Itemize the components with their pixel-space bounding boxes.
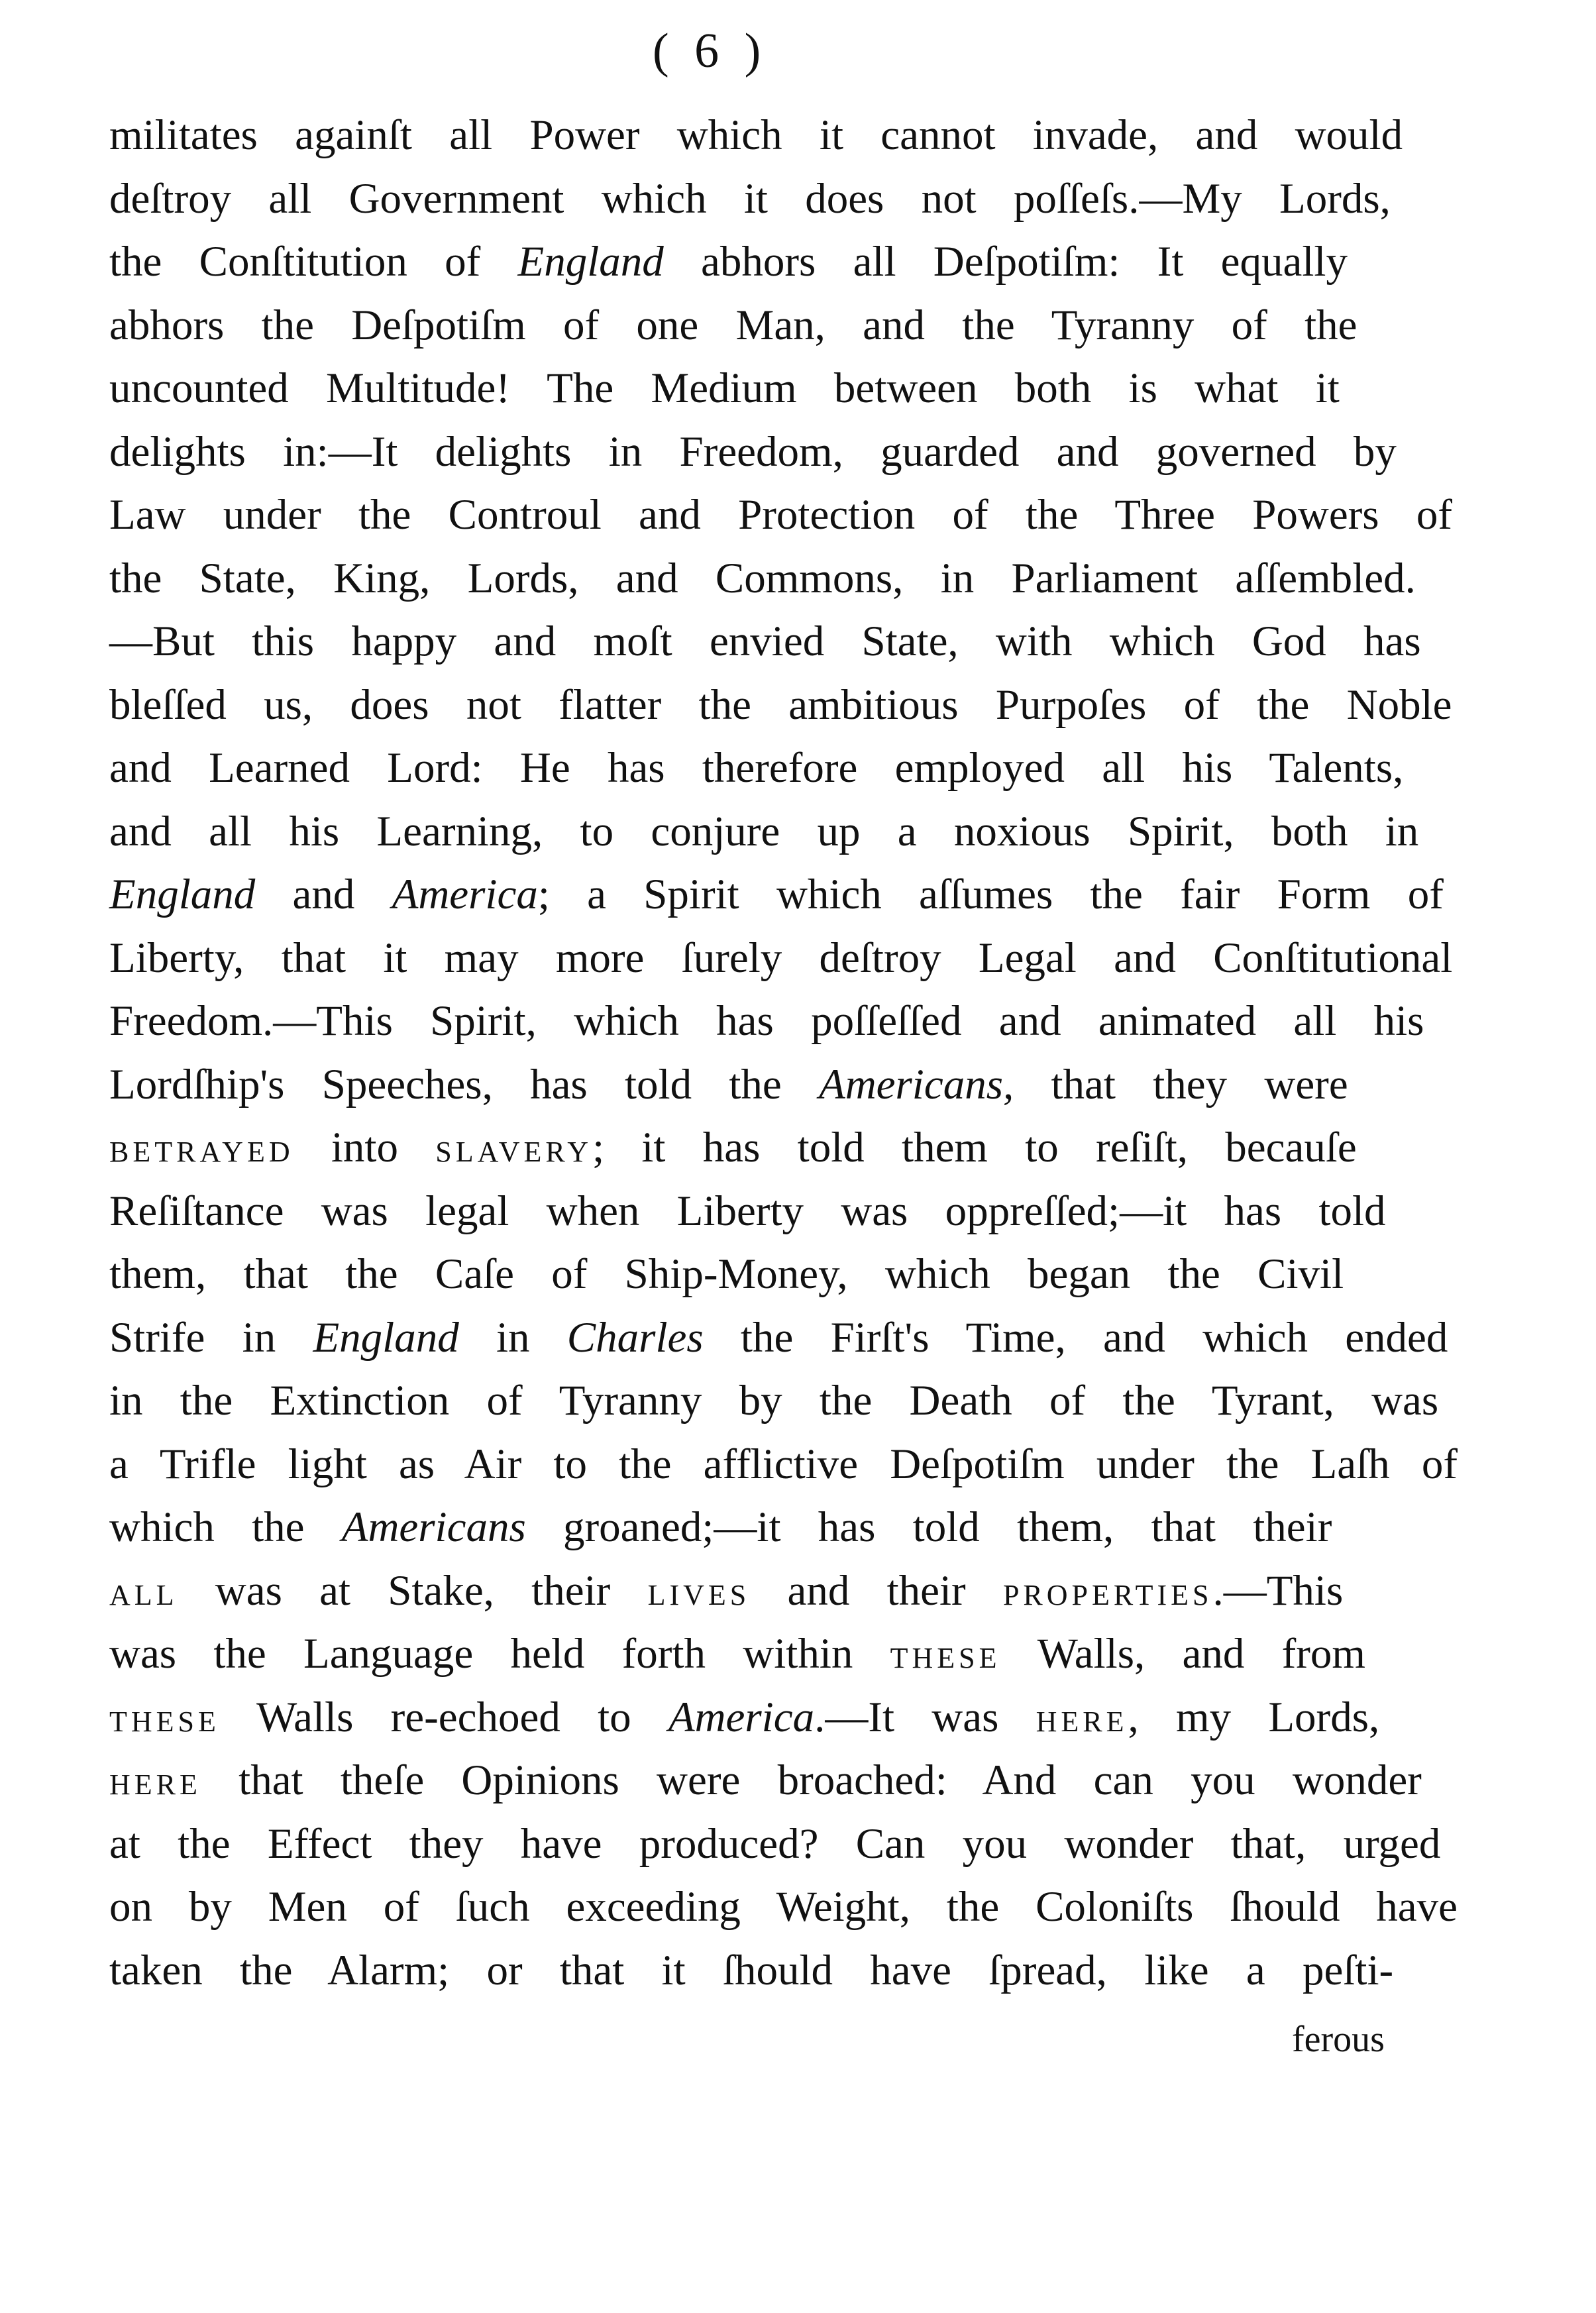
small-caps-text: THESE bbox=[109, 1705, 220, 1738]
text-segment: ; it has told them to reſiſt, becauſe bbox=[592, 1124, 1357, 1171]
text-line bbox=[109, 1693, 1380, 1741]
text-segment: Walls, and from bbox=[1000, 1630, 1365, 1678]
text-segment: was at Stake, their bbox=[178, 1566, 648, 1615]
text-segment: ; a Spirit which aſſumes the fair Form of bbox=[537, 871, 1444, 918]
text-segment: was the Language held forth within bbox=[109, 1630, 890, 1678]
italic-text: Charles bbox=[566, 1313, 704, 1362]
page-number: ( 6 ) bbox=[653, 24, 768, 78]
small-caps-text: BETRAYED bbox=[109, 1136, 294, 1168]
text-line bbox=[109, 1313, 1448, 1362]
italic-text: Americans bbox=[341, 1503, 526, 1551]
text-segment: bleſſed us, does not flatter the ambitious Purpoſes of the Noble bbox=[109, 680, 1452, 729]
text-line bbox=[109, 1630, 1365, 1678]
italic-text: England bbox=[517, 238, 664, 286]
text-segment: .—It was bbox=[814, 1693, 1036, 1741]
text-segment: that theſe Opinions were broached: And can you wonder bbox=[201, 1756, 1422, 1804]
text-segment: a Trifle light as Air to the afflictive Deſpotiſm under the Laſh of bbox=[109, 1440, 1458, 1488]
text-line bbox=[109, 744, 1404, 792]
small-caps-text: ALL bbox=[109, 1578, 178, 1611]
text-line bbox=[109, 491, 1452, 539]
text-line bbox=[109, 1566, 1344, 1615]
text-segment: in the Extinction of Tyranny by the Death of the Tyrant, was bbox=[109, 1377, 1439, 1425]
text-segment: , my Lords, bbox=[1128, 1693, 1380, 1741]
text-segment: taken the Alarm; or that it ſhould have ſpread, like a peſti- bbox=[109, 1946, 1394, 1994]
italic-text: Americans, bbox=[819, 1060, 1014, 1108]
text-segment: Walls re-echoed to bbox=[219, 1693, 668, 1741]
small-caps-text: HERE bbox=[1036, 1705, 1128, 1738]
italic-text: England bbox=[313, 1313, 459, 1362]
text-line bbox=[109, 111, 1403, 159]
text-line bbox=[109, 1126, 1357, 1169]
text-segment: and Learned Lord: He has therefore employed all his Talents, bbox=[109, 744, 1404, 792]
text-segment: Liberty, that it may more ſurely deſtroy Legal and Conſtitutional bbox=[109, 934, 1453, 982]
text-line bbox=[109, 873, 1444, 916]
text-line bbox=[109, 1883, 1458, 1931]
text-segment: Reſiſtance was legal when Liberty was oppreſſed;—it has told bbox=[109, 1187, 1386, 1235]
text-segment: on by Men of ſuch exceeding Weight, the Coloniſts ſhould have bbox=[109, 1883, 1458, 1931]
text-segment: and all his Learning, to conjure up a noxious Spirit, both in bbox=[109, 807, 1419, 855]
text-line bbox=[109, 1946, 1394, 1994]
text-segment: the Firſt's Time, and which ended bbox=[703, 1313, 1448, 1362]
text-segment: abhors the Deſpotiſm of one Man, and the Tyranny of the bbox=[109, 301, 1357, 349]
text-segment: into bbox=[293, 1124, 436, 1171]
text-segment: Lordſhip's Speeches, has told the bbox=[109, 1060, 819, 1108]
italic-text: America bbox=[668, 1693, 815, 1741]
text-segment: Strife in bbox=[109, 1313, 313, 1362]
text-line bbox=[109, 1756, 1422, 1804]
text-segment: .—This bbox=[1212, 1566, 1344, 1615]
text-line bbox=[109, 1187, 1386, 1235]
text-line bbox=[109, 807, 1419, 855]
italic-text: England bbox=[109, 871, 256, 918]
text-segment: them, that the Caſe of Ship-Money, which began the Civil bbox=[109, 1250, 1344, 1298]
text-line bbox=[109, 301, 1357, 349]
text-line bbox=[109, 1250, 1344, 1298]
text-segment: and their bbox=[750, 1566, 1003, 1615]
italic-text: America bbox=[392, 871, 538, 918]
text-segment: Freedom.—This Spirit, which has poſſeſſed and animated all his bbox=[109, 997, 1424, 1045]
text-segment: which the bbox=[109, 1503, 342, 1551]
text-segment: at the Effect they have produced? Can you wonder that, urged bbox=[109, 1819, 1441, 1868]
text-line bbox=[109, 1440, 1458, 1488]
text-line bbox=[109, 1819, 1441, 1868]
text-segment: and bbox=[255, 871, 392, 918]
text-segment: the State, King, Lords, and Commons, in Parliament aſſembled. bbox=[109, 554, 1416, 602]
text-line bbox=[109, 554, 1416, 602]
text-line bbox=[109, 620, 1421, 663]
small-caps-text: SLAVERY bbox=[435, 1136, 593, 1168]
text-segment: delights in:—It delights in Freedom, guarded and governed by bbox=[109, 427, 1397, 476]
text-segment: groaned;—it has told them, that their bbox=[525, 1503, 1332, 1551]
text-line bbox=[109, 238, 1348, 286]
text-segment: the Conſtitution of bbox=[109, 238, 518, 286]
text-line bbox=[109, 174, 1391, 223]
text-segment: that they were bbox=[1014, 1060, 1348, 1108]
text-segment: militates againſt all Power which it cannot invade, and would bbox=[109, 111, 1403, 159]
text-line bbox=[109, 1503, 1332, 1551]
small-caps-text: THESE bbox=[890, 1642, 1001, 1674]
text-line bbox=[109, 427, 1397, 476]
text-segment: uncounted Multitude! The Medium between both is what it bbox=[109, 364, 1340, 412]
text-line bbox=[109, 364, 1340, 412]
text-line bbox=[109, 1379, 1438, 1423]
text-segment: abhors all Deſpotiſm: It equally bbox=[663, 238, 1348, 286]
small-caps-text: LIVES bbox=[647, 1578, 751, 1611]
small-caps-text: PROPERTIES bbox=[1002, 1578, 1213, 1611]
text-segment: in bbox=[458, 1313, 567, 1362]
text-segment: Law under the Controul and Protection of the Three Powers of bbox=[109, 491, 1452, 539]
text-line bbox=[109, 1060, 1348, 1108]
small-caps-text: HERE bbox=[109, 1768, 201, 1801]
text-segment: —But this happy and moſt envied State, with which God has bbox=[109, 618, 1421, 665]
text-line bbox=[109, 680, 1452, 729]
text-segment: deſtroy all Government which it does not poſſeſs.—My Lords, bbox=[109, 174, 1391, 223]
text-line bbox=[109, 934, 1453, 982]
catchword: ferous bbox=[1292, 2019, 1385, 2060]
text-line bbox=[109, 997, 1424, 1045]
